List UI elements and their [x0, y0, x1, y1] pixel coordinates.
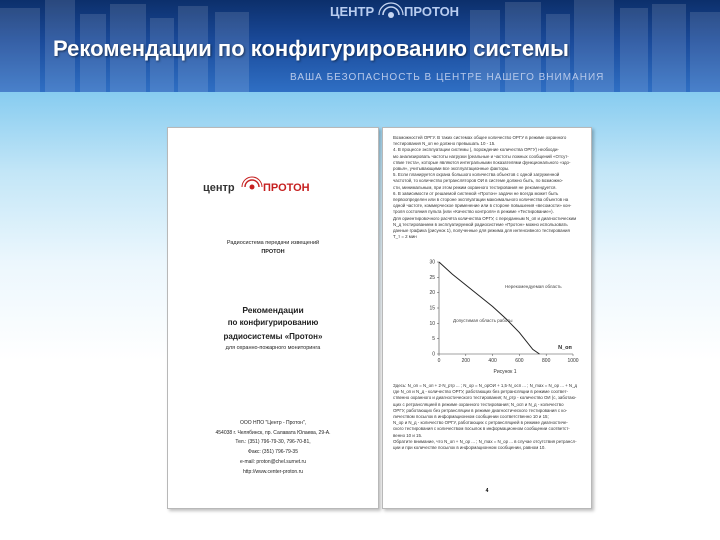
- text-line: T_т = 2 мин: [393, 234, 417, 240]
- text-line: 5. Если планируется охрана большого количества объектов с одной загруженной: [393, 172, 560, 178]
- text-line: Для ориентировочного расчёта количества ОРГУ, с переданным N_оп и диагностическим: [393, 215, 577, 221]
- text-line: личеством посылок в информационном сообщении соответственно 10 и 15;: [393, 414, 549, 420]
- contact-line: 454038 г. Челябинск, пр. Салавата Юлаева, 29-А.: [215, 429, 331, 436]
- annotation-allowed: Допустимая область работы: [453, 318, 513, 323]
- text-line: сти, минимальным, при этом режим охранного тестирования не рекомендуется.: [393, 184, 557, 190]
- contact-line: http://www.center-proton.ru: [242, 468, 304, 475]
- page-number: 4: [485, 488, 489, 494]
- logo-text-right: ПРОТОН: [404, 4, 460, 19]
- x-tick-label: 400: [488, 358, 497, 364]
- cover-product: ПРОТОН: [261, 249, 285, 255]
- y-tick-label: 0: [432, 351, 435, 358]
- x-tick-label: 800: [542, 358, 551, 364]
- contact-line: Тел.: (351) 796-79-30, 796-70-81,: [235, 439, 311, 446]
- contact-line: e-mail: proton@chel.surnet.ru: [240, 458, 306, 465]
- figure-chart: [423, 256, 583, 376]
- contact-line: Факс: (351) 796-79-35: [248, 449, 298, 456]
- cover-subtitle: Радиосистема передачи извещений: [226, 240, 320, 246]
- text-line: N_ор и N_д - количество ОРГУ, работающих с ретрансляцией в режиме диагностиче-: [393, 420, 568, 426]
- y-tick-label: 25: [429, 274, 435, 281]
- page-title: Рекомендации по конфигурированию системы: [53, 36, 569, 61]
- text-line: венно 10 и 15.: [393, 432, 423, 438]
- header-logo: [330, 2, 460, 24]
- annotation-not-recommended: Нерекомендуемая область: [505, 284, 562, 289]
- cover-logo-right: ПРОТОН: [263, 182, 310, 194]
- y-tick-label: 30: [429, 259, 435, 266]
- text-line: 4. В процессе эксплуатации системы (, порождение количества ОРГУ) необходи-: [393, 147, 559, 153]
- text-line: 6. В зависимости от решаемой системой «Протон» задачи не всегда может быть: [393, 190, 559, 196]
- x-tick-label: 0: [437, 358, 441, 364]
- text-line: ственно охранного и диагностического тестирования; N_ртр - количество ОИ (с, заботаю-: [393, 395, 577, 401]
- header-banner: [0, 0, 720, 92]
- text-line: Здесь: N_оп = N_оп + 2·N_ртр ... ; N_ор = N_орОИ + 1,5·N_осп ... ; N_max = N_ор ... + N_д: [393, 383, 578, 388]
- text-line: ствие теста», которые являются интегральными показателями функционального «здо-: [393, 159, 571, 165]
- text-line: N_д тестированием в эксплуатируемой радиосистеме «Протон» можно использовать: [393, 221, 568, 227]
- text-line: троля состояния пульта (или «Качество контроля» в режиме «Тестирование»).: [393, 209, 554, 215]
- document-text-page: [382, 127, 592, 509]
- document-cover-page: [167, 127, 379, 509]
- x-tick-label: 200: [461, 358, 470, 364]
- cover-logo: [203, 172, 313, 202]
- text-line: ровья», учитывающими все эксплуатационные факторы.: [393, 166, 510, 172]
- text-line: ции и при количестве посылок в информационном сообщении, равном 10.: [393, 445, 546, 451]
- x-axis-label: N_оп: [558, 345, 572, 351]
- cover-heading-line-2: по конфигурированию: [227, 318, 319, 327]
- text-line: первоопределен или в стороне эксплуатации максимального количества объектов на: [393, 197, 569, 203]
- cover-heading-line-4: для охранно-пожарного мониторинга: [225, 345, 321, 351]
- cover-contacts: [168, 419, 378, 477]
- text-line: щих с ретрансляцией в режиме охранного тестирования; N_осп и N_д - количество: [393, 401, 564, 407]
- contact-line: ООО НПО "Центр - Протон",: [239, 420, 307, 426]
- y-tick-label: 5: [432, 336, 435, 343]
- text-line: тестирования N_оп не должно превышать 10 - 15.: [393, 141, 496, 147]
- y-tick-label: 10: [429, 320, 435, 327]
- text-line: Возможностей ОРГУ. В таких системах общее количество ОРГУ в режиме охранного: [393, 135, 567, 140]
- figure-caption: Рисунок 1: [493, 369, 517, 375]
- text-block-top: [393, 135, 583, 240]
- radio-waves-icon: [378, 2, 404, 24]
- text-line: Обратите внимание, что N_оп + N_ор ... ; N_max = N_ор ... в случае отсутствия ретрансл-: [393, 438, 577, 444]
- header-slogan: ВАША БЕЗОПАСНОСТЬ В ЦЕНТРЕ НАШЕГО ВНИМАНИЯ: [290, 72, 605, 83]
- series-line: [439, 262, 540, 354]
- text-line: ского тестирования с количеством посылок в информационном сообщении соответст-: [393, 426, 570, 432]
- cover-logo-left: центр: [203, 182, 235, 194]
- text-line: мо анализировать частоты нагрузки (реальные и частоты ложных сообщений «Отсут-: [393, 153, 569, 159]
- logo-text-left: ЦЕНТР: [330, 4, 375, 19]
- cover-heading: Рекомендации: [242, 305, 304, 315]
- y-tick-label: 15: [429, 305, 435, 312]
- text-line: ОРГУ, работающих без ретрансляции в режиме диагностического тестирования с ко-: [393, 407, 568, 413]
- y-tick-label: 20: [429, 290, 435, 297]
- cover-heading-line-3: радиосистемы «Протон»: [223, 332, 323, 341]
- x-tick-label: 600: [515, 358, 524, 364]
- text-block-bottom: [393, 383, 583, 451]
- text-line: одной частоте, коммерческое применение или в стороне повышения «весомости» кон-: [393, 203, 572, 209]
- cover-radio-waves-icon: [241, 174, 263, 194]
- x-tick-label: 1000: [567, 358, 579, 364]
- text-line: где N_оп и N_д - количество ОРГУ, работающих без ретрансляции в режиме соответ-: [393, 389, 568, 395]
- text-line: частотой, то количество ретрансляторов ОИ в системе должно быть, по возможно-: [393, 178, 563, 184]
- text-line: данные графика (рисунок 1), полученные для режима для интенсивного тестирования: [393, 228, 570, 234]
